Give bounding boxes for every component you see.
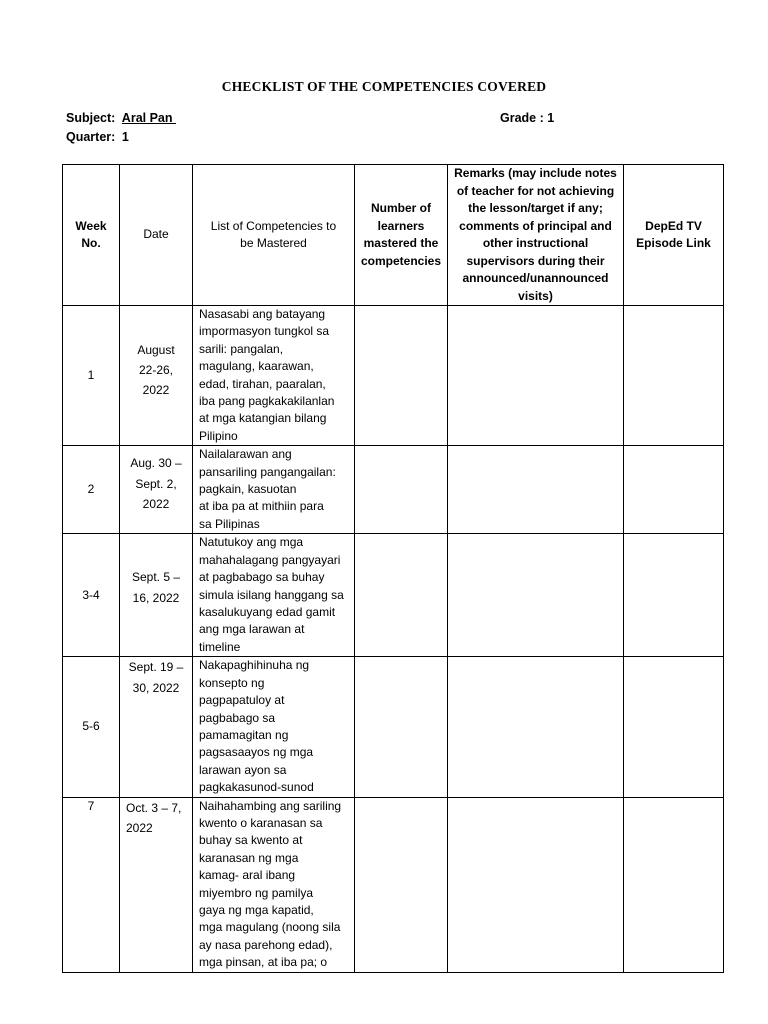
learners-cell[interactable]	[355, 797, 448, 972]
remarks-cell[interactable]	[448, 446, 624, 534]
episode-link-cell[interactable]	[624, 306, 724, 446]
date-cell: August 22-26, 2022	[120, 306, 193, 446]
episode-link-cell[interactable]	[624, 446, 724, 534]
date-cell: Aug. 30 – Sept. 2, 2022	[120, 446, 193, 534]
document-title: CHECKLIST OF THE COMPETENCIES COVERED	[221, 79, 547, 94]
date-cell: Oct. 3 – 7, 2022	[120, 797, 193, 972]
quarter-value: 1	[121, 130, 129, 144]
remarks-cell[interactable]	[448, 306, 624, 446]
week-cell: 2	[63, 446, 120, 534]
subject-value: Aral Pan	[121, 111, 173, 125]
quarter-line	[66, 130, 129, 144]
competency-cell: Nailalarawan ang pansariling pangangailan: pagkain, kasuotan at iba pa at mithiin para sa Pilipinas	[193, 446, 355, 534]
quarter-label: Quarter:	[66, 130, 116, 144]
header-learners: Number of learners mastered the competencies	[355, 165, 448, 306]
table-row	[63, 657, 724, 797]
learners-cell[interactable]	[355, 446, 448, 534]
remarks-cell[interactable]	[448, 797, 624, 972]
subject-label: Subject:	[66, 111, 116, 125]
table-row	[63, 446, 724, 534]
grade-label: Grade :	[500, 111, 544, 125]
table-row	[63, 534, 724, 657]
competency-cell: Natutukoy ang mga mahahalagang pangyayari at pagbabago sa buhay simula isilang hanggang sa kasalukuyang edad gamit ang mga larawan at timeline	[193, 534, 355, 657]
date-cell: Sept. 19 – 30, 2022	[120, 657, 193, 797]
competency-checklist-table	[62, 164, 724, 973]
header-date: Date	[120, 165, 193, 306]
header-remarks: Remarks (may include notes of teacher for not achieving the lesson/target if any; comments of principal and other instructional supervisors during their announced/unannounced visits)	[448, 165, 624, 306]
remarks-cell[interactable]	[448, 534, 624, 657]
episode-link-cell[interactable]	[624, 657, 724, 797]
table-row	[63, 797, 724, 972]
date-cell: Sept. 5 – 16, 2022	[120, 534, 193, 657]
grade-value: 1	[547, 111, 555, 125]
header-week: Week No.	[63, 165, 120, 306]
week-cell: 1	[63, 306, 120, 446]
learners-cell[interactable]	[355, 306, 448, 446]
week-cell: 5-6	[63, 657, 120, 797]
learners-cell[interactable]	[355, 534, 448, 657]
episode-link-cell[interactable]	[624, 534, 724, 657]
competency-cell: Naihahambing ang sariling kwento o karanasan sa buhay sa kwento at karanasan ng mga kamag- aral ibang miyembro ng pamilya gaya ng mga kapatid, mga magulang (noong sila ay nasa parehong edad), mga pinsan, at iba pa; o	[193, 797, 355, 972]
week-cell: 3-4	[63, 534, 120, 657]
table-row	[63, 306, 724, 446]
grade-line	[500, 111, 554, 125]
learners-cell[interactable]	[355, 657, 448, 797]
table-header-row	[63, 165, 724, 306]
competency-cell: Nasasabi ang batayang impormasyon tungkol sa sarili: pangalan, magulang, kaarawan, edad, tirahan, paaralan, iba pang pagkakakilanlan at mga katangian bilang Pilipino	[193, 306, 355, 446]
header-episode-link: DepEd TV Episode Link	[624, 165, 724, 306]
subject-line	[66, 111, 176, 125]
competency-cell: Nakapaghihinuha ng konsepto ng pagpapatuloy at pagbabago sa pamamagitan ng pagsasaayos ng mga larawan ayon sa pagkakasunod-sunod	[193, 657, 355, 797]
week-cell: 7	[63, 797, 120, 972]
header-competencies: List of Competencies to be Mastered	[193, 165, 355, 306]
remarks-cell[interactable]	[448, 657, 624, 797]
episode-link-cell[interactable]	[624, 797, 724, 972]
